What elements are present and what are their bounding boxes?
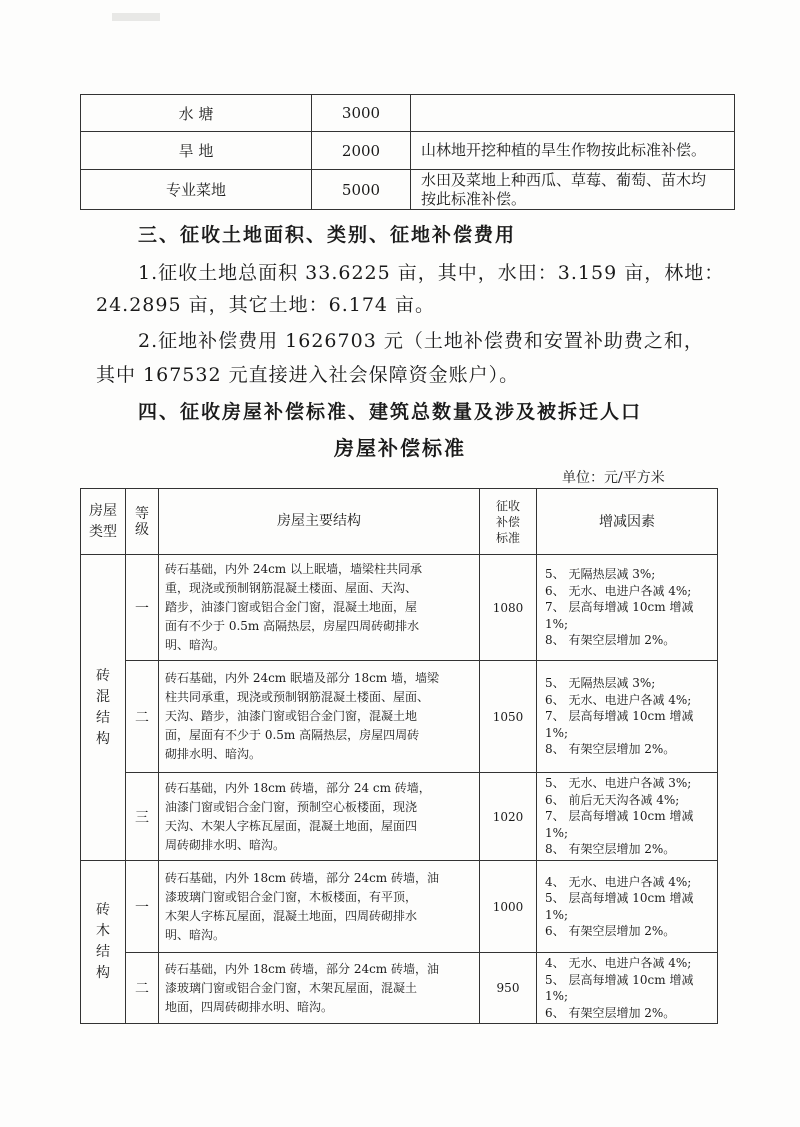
structure-cell: 砖石基础，内外 18cm 砖墙，部分 24cm 砖墙，油 漆玻璃门窗或铝合金门窗，木板楼面，有平顶， 木架人字栋瓦屋面，混凝土地面，四周砖砌排水 明、暗沟。 bbox=[159, 861, 480, 953]
structure-cell: 砖石基础，内外 24cm 眠墙及部分 18cm 墙，墙梁 柱共同承重，现浇或预制钢筋混凝土楼面、屋面、 天沟、踏步，油漆门窗或铝合金门窗，混凝土地 面，屋面有不少于 0.5m 高隔热层，房屋四周砖 砌排水明、暗沟。 bbox=[159, 661, 480, 773]
grade-cell: 二 bbox=[126, 661, 159, 773]
price-cell: 1020 bbox=[480, 773, 537, 861]
grade-cell: 三 bbox=[126, 773, 159, 861]
table-row bbox=[81, 773, 718, 861]
table-row bbox=[81, 661, 718, 773]
note-line: 按此标准补偿。 bbox=[421, 189, 527, 208]
grade-cell: 一 bbox=[126, 861, 159, 953]
table-row bbox=[81, 95, 735, 132]
price-cell: 1000 bbox=[480, 861, 537, 953]
table-row bbox=[81, 861, 718, 953]
land-type: 水 塘 bbox=[81, 95, 312, 132]
scan-mark bbox=[112, 13, 160, 21]
table-row bbox=[81, 170, 735, 210]
section-4-heading: 四、征收房屋补偿标准、建筑总数量及涉及被拆迁人口 bbox=[138, 401, 643, 423]
table-row bbox=[81, 953, 718, 1024]
price-cell: 1080 bbox=[480, 555, 537, 661]
land-type: 旱 地 bbox=[81, 132, 312, 170]
type-brick-wood: 砖 木 结 构 bbox=[81, 861, 126, 1024]
price-cell: 1050 bbox=[480, 661, 537, 773]
factors-cell: 5、 无隔热层减 3%; 6、 无水、电进户各减 4%; 7、 层高每增减 10cm 增减 1%; 8、 有架空层增加 2%。 bbox=[537, 555, 718, 661]
factors-cell: 4、 无水、电进户各减 4%; 5、 层高每增减 10cm 增减 1%; 6、 有架空层增加 2%。 bbox=[537, 953, 718, 1024]
land-type: 专业菜地 bbox=[81, 170, 312, 210]
paragraph-2-line-2: 其中 167532 元直接进入社会保障资金账户）。 bbox=[96, 364, 520, 386]
grade-cell: 一 bbox=[126, 555, 159, 661]
land-price: 3000 bbox=[312, 95, 411, 132]
table-header-row bbox=[81, 489, 718, 555]
structure-cell: 砖石基础，内外 18cm 砖墙，部分 24 cm 砖墙， 油漆门窗或铝合金门窗，预制空心板楼面，现浇 天沟、木架人字栋瓦屋面，混凝土地面，屋面四 周砖砌排水明、暗沟。 bbox=[159, 773, 480, 861]
header-standard: 征收 补偿 标准 bbox=[480, 489, 537, 555]
land-note bbox=[411, 95, 735, 132]
table-row bbox=[81, 132, 735, 170]
header-grade: 等 级 bbox=[126, 489, 159, 555]
grade-cell: 二 bbox=[126, 953, 159, 1024]
land-price: 2000 bbox=[312, 132, 411, 170]
unit-label: 单位：元/平方米 bbox=[562, 470, 665, 486]
header-factors: 增减因素 bbox=[537, 489, 718, 555]
type-brick-concrete: 砖 混 结 构 bbox=[81, 555, 126, 861]
factors-cell: 5、 无水、电进户各减 3%; 6、 前后无天沟各减 4%; 7、 层高每增减 10cm 增减 1%; 8、 有架空层增加 2%。 bbox=[537, 773, 718, 861]
note-line: 山林地开挖种植的旱生作物按此标准补偿。 bbox=[421, 141, 707, 159]
table-title: 房屋补偿标准 bbox=[334, 436, 466, 460]
factors-cell: 5、 无隔热层减 3%; 6、 无水、电进户各减 4%; 7、 层高每增减 10cm 增减 1%; 8、 有架空层增加 2%。 bbox=[537, 661, 718, 773]
section-3-heading: 三、征收土地面积、类别、征地补偿费用 bbox=[138, 224, 517, 246]
paragraph-1-line-2: 24.2895 亩，其它土地：6.174 亩。 bbox=[96, 294, 436, 316]
land-note bbox=[411, 132, 735, 170]
header-type: 房屋 类型 bbox=[81, 489, 126, 555]
land-price: 5000 bbox=[312, 170, 411, 210]
factors-cell: 4、 无水、电进户各减 4%; 5、 层高每增减 10cm 增减 1%; 6、 有架空层增加 2%。 bbox=[537, 861, 718, 953]
land-note bbox=[411, 170, 735, 210]
header-structure: 房屋主要结构 bbox=[159, 489, 480, 555]
house-compensation-table bbox=[80, 488, 718, 1024]
note-line: 水田及菜地上种西瓜、草莓、葡萄、苗木均 bbox=[421, 170, 707, 189]
land-compensation-table bbox=[80, 94, 735, 210]
structure-cell: 砖石基础，内外 24cm 以上眠墙，墙梁柱共同承 重，现浇或预制钢筋混凝土楼面、屋面、天沟、 踏步，油漆门窗或铝合金门窗，混凝土地面，屋 面有不少于 0.5m 高隔热层，房屋四周砖砌排水 明、暗沟。 bbox=[159, 555, 480, 661]
paragraph-1-line-1: 1.征收土地总面积 33.6225 亩，其中，水田：3.159 亩，林地： bbox=[138, 262, 725, 284]
paragraph-2-line-1: 2.征地补偿费用 1626703 元（土地补偿费和安置补助费之和， bbox=[138, 330, 704, 352]
structure-cell: 砖石基础，内外 18cm 砖墙，部分 24cm 砖墙，油 漆玻璃门窗或铝合金门窗，木架瓦屋面，混凝土 地面，四周砖砌排水明、暗沟。 bbox=[159, 953, 480, 1024]
price-cell: 950 bbox=[480, 953, 537, 1024]
table-row bbox=[81, 555, 718, 661]
